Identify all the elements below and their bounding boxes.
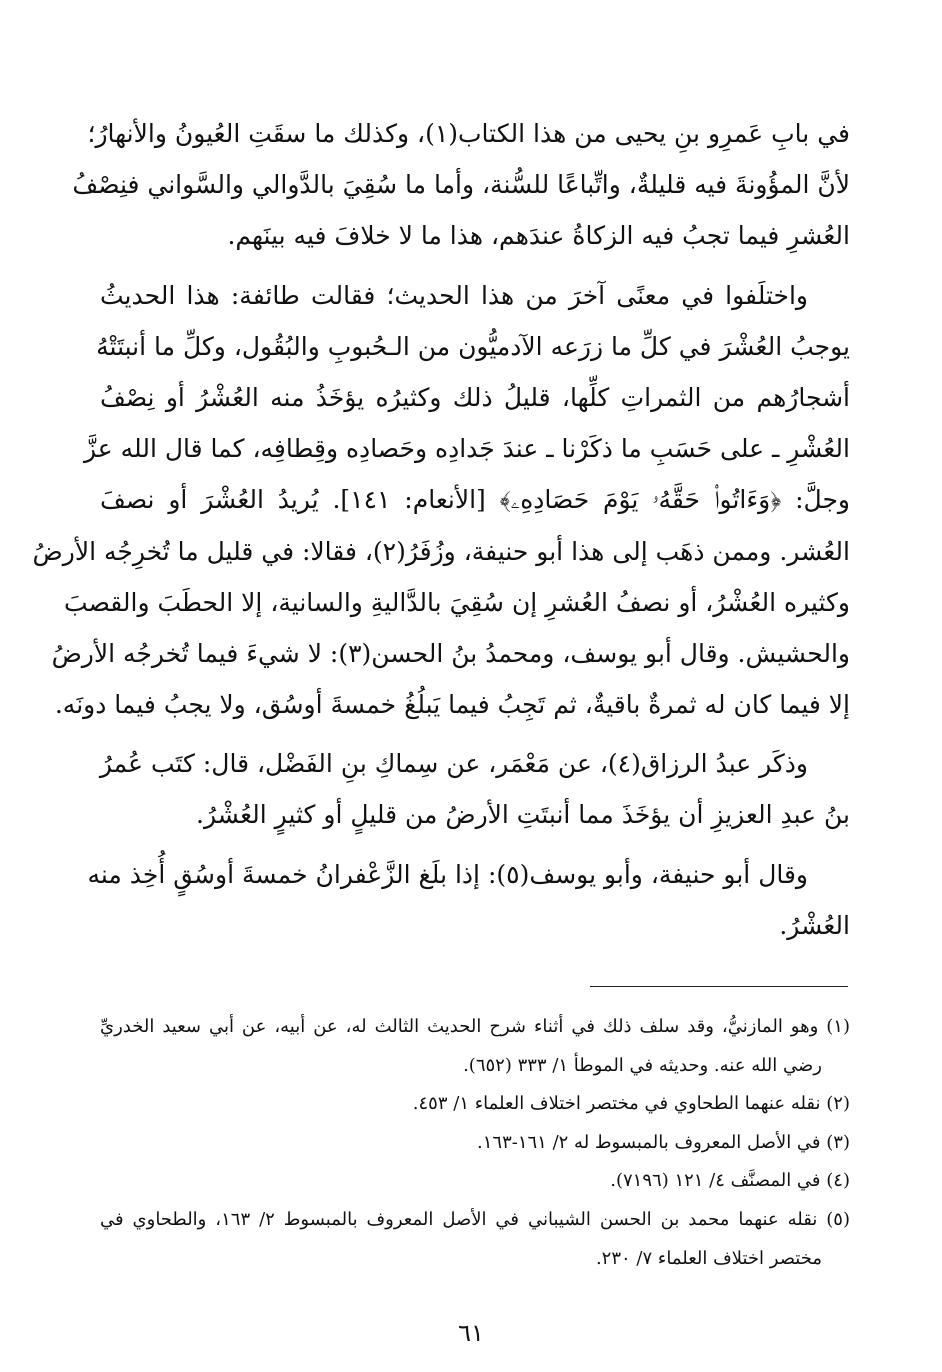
body-line: العُشر. وممن ذهَب إلى هذا أبو حنيفة، وزُفَرُ(٢)، فقالا: في قليل ما تُخرِجُه الأرضُ xyxy=(32,536,850,566)
footnote-line: مختصر اختلاف العلماء ٧/ ٢٣٠. xyxy=(595,1247,822,1269)
body-line: في بابِ عَمرِو بنِ يحيى من هذا الكتاب(١)، وكذلك ما سقَتِ العُيونُ والأنهارُ؛ xyxy=(87,119,850,148)
paragraph-gap xyxy=(100,841,850,849)
body-line: أشجارُهم من الثمراتِ كلِّها، قليلُ ذلك وكثيرُه يؤخَذُ منه العُشْرُ أو نِصْفُ xyxy=(100,382,850,412)
body-line: إلا فيما كان له ثمرةٌ باقيةٌ، ثم تَجِبُ فيما يَبلُغُ خمسةَ أوسُق، ولا يجبُ فيما دونَه. xyxy=(54,690,850,720)
page-number: ٦١ xyxy=(458,1319,484,1347)
footnote-line: (٥) نقله عنهما محمد بن الحسن الشيباني في الأصل المعروف بالمبسوط ٢/ ١٦٣، والطحاوي في xyxy=(100,1208,850,1230)
footnote-separator xyxy=(590,986,848,987)
body-line: وقال أبو حنيفة، وأبو يوسف(٥): إذا بلَغ الزَّعْفرانُ خمسةَ أوسُقٍ أُخِذ منه xyxy=(87,859,808,889)
footnote-line: رضي الله عنه. وحديثه في الموطأ ١/ ٣٣٣ (٦٥٢). xyxy=(463,1054,822,1076)
body-line: وكثيره العُشْرُ، أو نصفُ العُشرِ إن سُقِيَ بالدَّاليةِ والسانية، إلا الحطَبَ والقصبَ xyxy=(64,587,850,617)
body-line: بنُ عبدِ العزيزِ أن يؤخَذَ مما أنبتَتِ الأرضُ من قليلٍ أو كثيرٍ العُشْرُ. xyxy=(196,800,850,830)
body-line: يوجبُ العُشْرَ في كلِّ ما زرَعه الآدميُّون من الـحُبوبِ والبُقُول، وكلِّ ما أنبتَتْهُ xyxy=(96,331,850,361)
footnotes xyxy=(100,1008,850,1278)
body-line: العُشْرِ ـ على حَسَبِ ما ذكَرْنا ـ عندَ جَدادِه وحَصادِه وقِطافِه، كما قال الله عزَّ xyxy=(84,434,850,464)
paragraph-gap xyxy=(100,262,850,270)
body-line: وذكَر عبدُ الرزاق(٤)، عن مَعْمَر، عن سِماكِ بنِ الفَضْل، قال: كتَب عُمرُ xyxy=(99,749,808,779)
footnote-line: (٤) في المصنَّف ٤/ ١٢١ (٧١٩٦). xyxy=(610,1170,850,1192)
footnote-line: (١) وهو المازنيُّ، وقد سلف ذلك في أثناء شرح الحديث الثالث له، عن أبيه، عن أبي سعيد الخدريِّ xyxy=(100,1016,850,1037)
footnote-line: (٣) في الأصل المعروف بالمبسوط له ٢/ ١٦١-١٦٣. xyxy=(477,1131,850,1153)
body-line: واختلَفوا في معنًى آخرَ من هذا الحديث؛ فقالت طائفة: هذا الحديثُ xyxy=(100,280,808,310)
footnote-line: (٢) نقله عنهما الطحاوي في مختصر اختلاف العلماء ١/ ٤٥٣. xyxy=(412,1093,850,1115)
body-line: وجلَّ: ﴿وَءَاتُوا۟ حَقَّهُۥ يَوْمَ حَصَادِهِۦ﴾ [الأنعام: ١٤١]. يُريدُ العُشْرَ أو نصفَ xyxy=(100,485,850,515)
body-text xyxy=(32,108,850,951)
body-line: العُشْرُ. xyxy=(779,910,850,940)
body-line: والحشيش. وقال أبو يوسف، ومحمدُ بنُ الحسن(٣): لا شيءَ فيما تُخرجُه الأرضُ xyxy=(51,638,850,668)
body-line: العُشرِ فيما تجبُ فيه الزكاةُ عندَهم، هذا ما لا خلافَ فيه بينَهم. xyxy=(227,221,850,251)
paragraph-gap xyxy=(100,730,850,738)
body-line: لأنَّ المؤُونةَ فيه قليلةٌ، واتِّباعًا للسُّنة، وأما ما سُقِيَ بالدَّوالي والسَّواني فنِصْفُ xyxy=(72,170,850,200)
